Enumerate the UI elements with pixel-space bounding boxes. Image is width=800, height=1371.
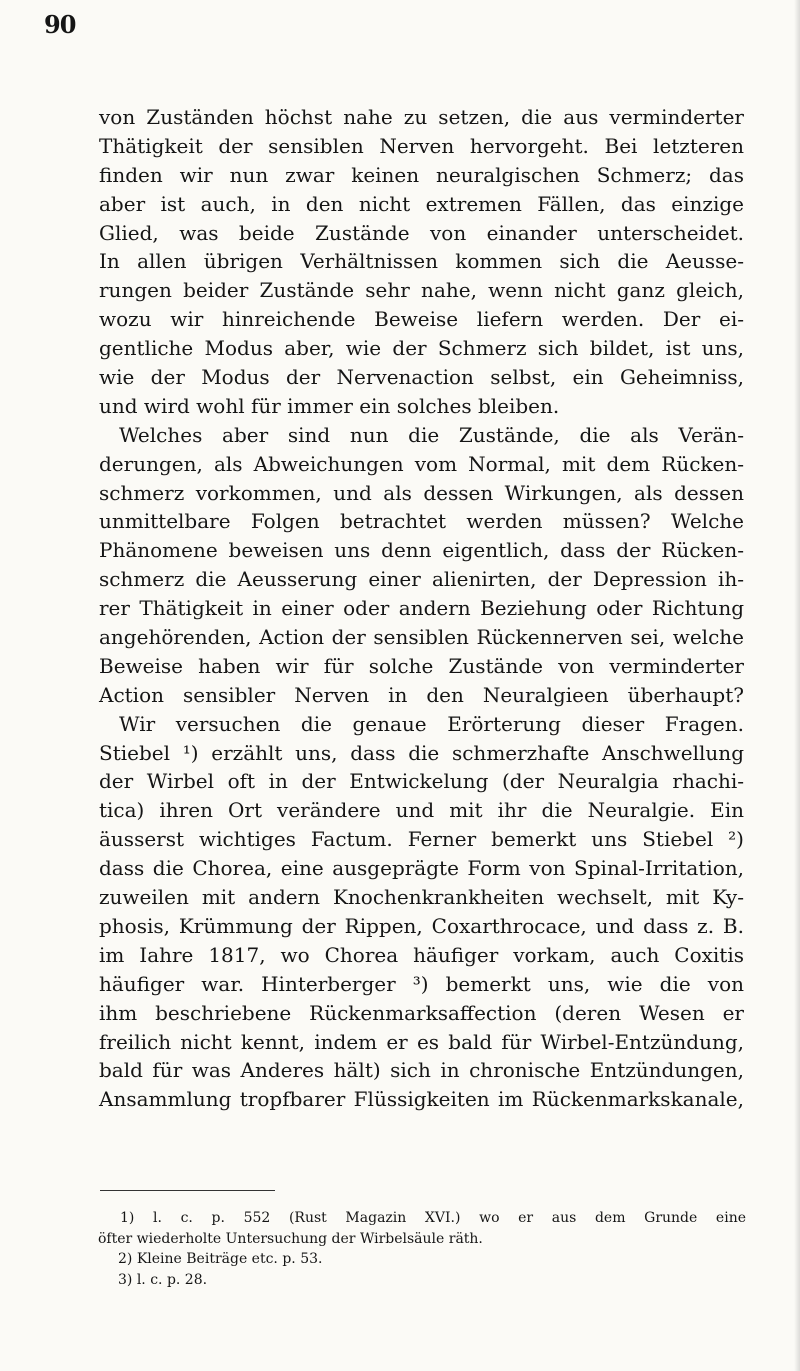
text-line: von Zuständen höchst nahe zu setzen, die aus verminderter: [99, 105, 744, 129]
text-line: dass die Chorea, eine ausgeprägte Form von Spinal-Irritation,: [99, 856, 744, 881]
text-line: Wir versuchen die genaue Erörterung dieser Fragen.: [119, 711, 744, 736]
text-line: ihm beschriebene Rückenmarksaffection (deren Wesen er: [99, 1000, 744, 1025]
body-text: [99, 103, 744, 1114]
text-line: In allen übrigen Verhältnissen kommen sich die Aeusse-: [99, 249, 744, 274]
text-line: bald für was Anderes hält) sich in chronische Entzündungen,: [99, 1058, 744, 1083]
page-number: 90: [44, 10, 76, 39]
footnote-divider: [100, 1190, 275, 1191]
footnotes: [98, 1208, 746, 1290]
text-line: schmerz vorkommen, und als dessen Wirkungen, als dessen: [99, 480, 744, 505]
text-line: rungen beider Zustände sehr nahe, wenn nicht ganz gleich,: [99, 278, 744, 303]
text-line: Stiebel ¹) erzählt uns, dass die schmerzhafte Anschwellung: [99, 740, 744, 765]
text-line: unmittelbare Folgen betrachtet werden müssen? Welche: [99, 509, 744, 534]
text-line: wozu wir hinreichende Beweise liefern werden. Der ei-: [99, 307, 744, 332]
text-line: häufiger war. Hinterberger ³) bemerkt uns, wie die von: [99, 971, 744, 996]
text-line: angehörenden, Action der sensiblen Rückennerven sei, welche: [99, 625, 744, 650]
footnote-line: 1) l. c. p. 552 (Rust Magazin XVI.) wo er aus dem Grunde eine: [120, 1210, 746, 1226]
footnote-line: öfter wiederholte Untersuchung der Wirbelsäule räth.: [98, 1230, 483, 1247]
text-line: Ansammlung tropfbarer Flüssigkeiten im Rückenmarkskanale,: [99, 1087, 744, 1112]
text-line: im Iahre 1817, wo Chorea häufiger vorkam, auch Coxitis: [99, 942, 744, 967]
text-line: freilich nicht kennt, indem er es bald für Wirbel-Entzündung,: [99, 1029, 744, 1054]
text-line: äusserst wichtiges Factum. Ferner bemerkt uns Stiebel ²): [99, 827, 744, 852]
text-line: der Wirbel oft in der Entwickelung (der Neuralgia rhachi-: [99, 769, 744, 794]
text-line: wie der Modus der Nervenaction selbst, ein Geheimniss,: [99, 365, 744, 390]
text-line: Action sensibler Nerven in den Neuralgieen überhaupt?: [99, 682, 744, 707]
text-line: derungen, als Abweichungen vom Normal, mit dem Rücken-: [99, 451, 744, 476]
text-line: Welches aber sind nun die Zustände, die als Verän-: [119, 422, 744, 447]
text-line: aber ist auch, in den nicht extremen Fällen, das einzige: [99, 191, 744, 216]
text-line: phosis, Krümmung der Rippen, Coxarthrocace, und dass z. B.: [99, 913, 744, 938]
text-line: tica) ihren Ort verändere und mit ihr die Neuralgie. Ein: [99, 798, 744, 823]
text-line: finden wir nun zwar keinen neuralgischen Schmerz; das: [99, 162, 744, 187]
footnote-line: 2) Kleine Beiträge etc. p. 53.: [118, 1251, 323, 1267]
page-edge-shadow: [794, 0, 800, 1371]
text-line: rer Thätigkeit in einer oder andern Beziehung oder Richtung: [99, 596, 744, 621]
text-line: Beweise haben wir für solche Zustände von verminderter: [99, 653, 744, 678]
footnote-line: 3) l. c. p. 28.: [118, 1271, 208, 1288]
text-line: Glied, was beide Zustände von einander unterscheidet.: [99, 220, 744, 245]
text-line: gentliche Modus aber, wie der Schmerz sich bildet, ist uns,: [99, 336, 744, 361]
text-line: zuweilen mit andern Knochenkrankheiten wechselt, mit Ky-: [99, 885, 744, 910]
text-line: Phänomene beweisen uns denn eigentlich, dass der Rücken-: [99, 538, 744, 563]
text-line: und wird wohl für immer ein solches bleiben.: [99, 393, 560, 418]
text-line: Thätigkeit der sensiblen Nerven hervorgeht. Bei letzteren: [99, 133, 744, 158]
text-line: schmerz die Aeusserung einer alienirten, der Depression ih-: [99, 567, 744, 592]
